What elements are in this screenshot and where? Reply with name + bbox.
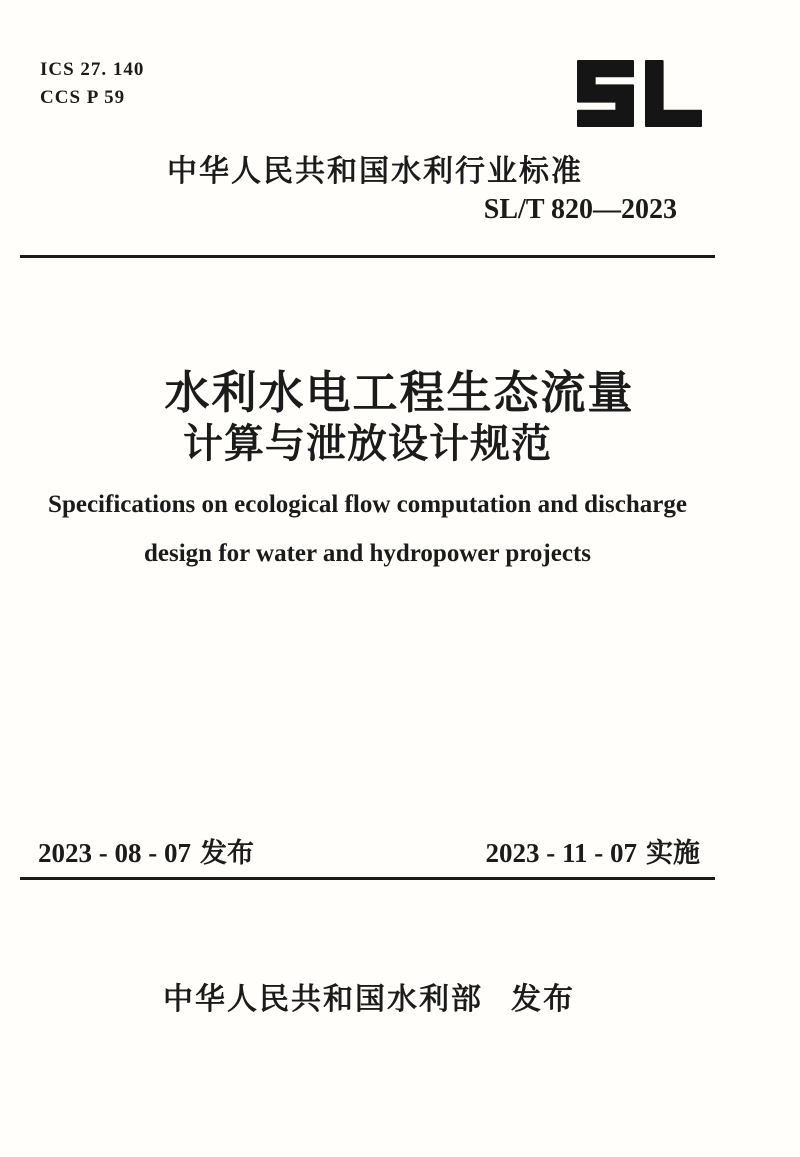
english-title-line1: Specifications on ecological flow computation and discharge [48, 491, 687, 518]
ccs-code: CCS P 59 [40, 87, 126, 108]
standard-category-title: 中华人民共和国水利行业标准 [167, 155, 583, 188]
publisher-action-label: 发布 [511, 983, 575, 1016]
publisher-name: 中华人民共和国水利部 [163, 983, 483, 1016]
release-date: 2023 - 08 - 07 [38, 838, 191, 868]
ics-code: ICS 27. 140 [40, 59, 145, 80]
standard-number: SL/T 820—2023 [483, 194, 677, 225]
sl-logo-icon [577, 60, 702, 127]
document-title-line1: 水利水电工程生态流量 [164, 368, 635, 418]
implement-date-line [486, 831, 701, 870]
document-title-english [20, 480, 715, 578]
implement-date: 2023 - 11 - 07 [485, 838, 637, 868]
implement-label: 实施 [646, 838, 700, 868]
document-title-line2: 计算与泄放设计规范 [183, 421, 552, 466]
bottom-horizontal-rule [20, 877, 715, 880]
publisher-line [20, 974, 718, 1018]
top-horizontal-rule [20, 255, 715, 258]
release-date-line [38, 831, 254, 870]
release-label: 发布 [199, 838, 254, 868]
english-title-line2: design for water and hydropower projects [144, 540, 591, 567]
